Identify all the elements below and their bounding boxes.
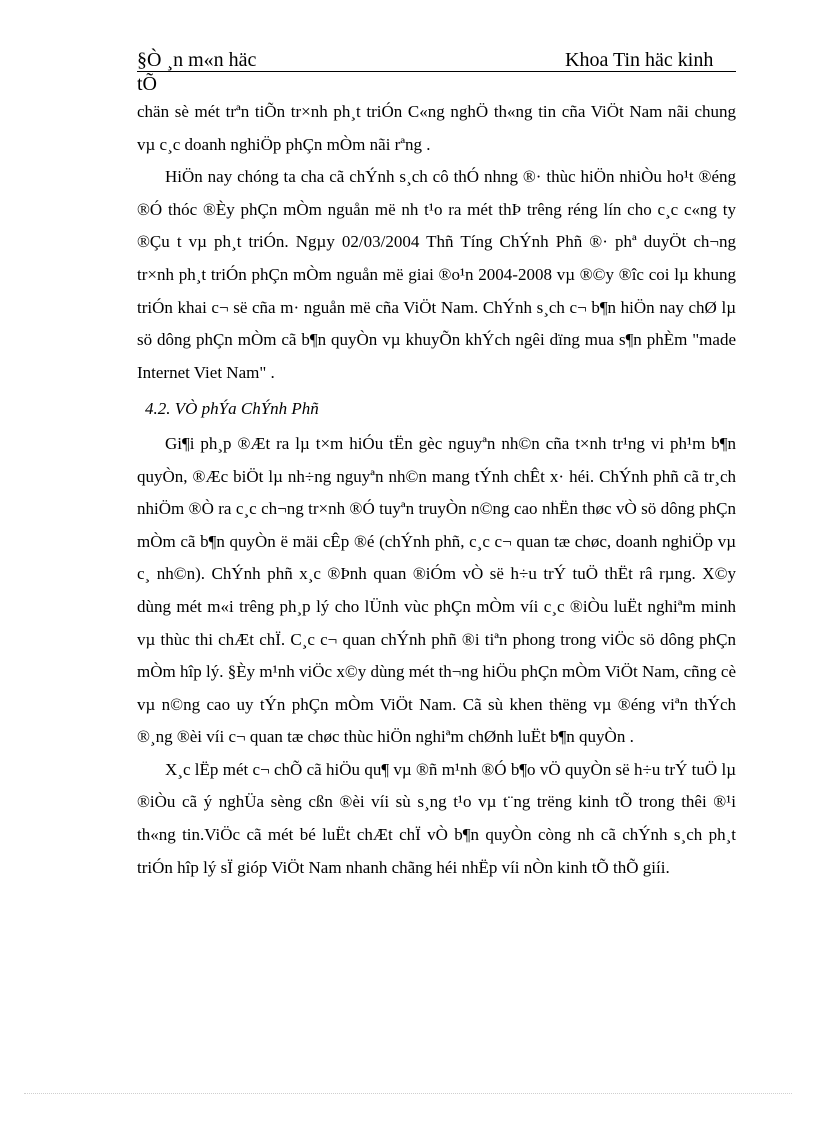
header-faculty: Khoa Tin häc kinh: [565, 49, 714, 71]
header-underline: [137, 71, 736, 72]
footer-divider: [24, 1093, 792, 1094]
header-project-title: §Ò ¸n m«n häc: [137, 49, 257, 71]
header-faculty-continuation: tÕ: [137, 73, 157, 95]
paragraph-solutions: Gi¶i ph¸p ®Æt ra lµ t×m hiÓu tËn gèc nguyªn nh©n cña t×nh tr¹ng vi ph¹m b¶n quyÒn, ®Æc biÖt lµ nh÷ng nguyªn nh©n mang tÝnh chÊt x· héi. ChÝnh phñ cã tr¸ch nhiÖm ®Ò ra c¸c ch¬ng tr×nh ®Ó tuyªn truyÒn n©ng cao nhËn thøc vÒ sö dông phÇn mÒm cã b¶n quyÒn ë mäi cÊp ®é (chÝnh phñ, c¸c c¬ quan tæ chøc, doanh nghiÖp vµ c¸ nh©n). ChÝnh phñ x¸c ®Þnh quan ®iÓm vÒ së h÷u trÝ tuÖ thËt râ rµng. X©y dùng mét m«i trêng ph¸p lý cho lÜnh vùc phÇn mÒm víi c¸c ®iÒu luËt nghiªm minh vµ thùc thi chÆt chÏ. C¸c c¬ quan chÝnh phñ ®i tiªn phong trong viÖc sö dông phÇn mÒm hîp lý. §Èy m¹nh viÖc x©y dùng mét th¬ng hiÖu phÇn mÒm ViÖt Nam, cñng cè vµ n©ng cao uy tÝn phÇn mÒm ViÖt Nam. Cã sù khen thëng vµ ®éng viªn thÝch ®¸ng ®èi víi c¬ quan tæ chøc thùc hiÖn nghiªm chØnh luËt b¶n quyÒn .: [137, 433, 736, 747]
paragraph-continued: chän sè mét trªn tiÕn tr×nh ph¸t triÓn C«ng nghÖ th«ng tin cña ViÖt Nam nãi chung vµ c¸c doanh nghiÖp phÇn mÒm nãi rªng .: [137, 102, 736, 154]
paragraph-conclusion: X¸c lËp mét c¬ chÕ cã hiÖu qu¶ vµ ®ñ m¹nh ®Ó b¶o vÖ quyÒn së h÷u trÝ tuÖ lµ ®iÒu cã ý nghÜa sèng cßn ®èi víi sù s¸ng t¹o vµ t¨ng trëng kinh tÕ trong thêi ®¹i th«ng tin.ViÖc cã mét bé luËt chÆt chÏ vÒ b¶n quyÒn còng nh cã chÝnh s¸ch ph¸t triÓn hîp lý sÏ gióp ViÖt Nam nhanh chãng héi nhËp víi nÒn kinh tÕ thÕ giíi.: [137, 759, 736, 877]
document-body: [137, 96, 736, 884]
paragraph-government-policy: HiÖn nay chóng ta cha cã chÝnh s¸ch cô thÓ nhng ®· thùc hiÖn nhiÒu ho¹t ®éng ®Ó thóc ®Èy phÇn mÒm nguån më nh t¹o ra mét thÞ trêng réng lín cho c¸c c«ng ty ®Çu t vµ ph¸t triÓn. Ngµy 02/03/2004 Thñ Tíng ChÝnh Phñ ®· phª duyÖt ch¬ng tr×nh ph¸t triÓn phÇn mÒm nguån më giai ®o¹n 2004-2008 vµ ®©y ®îc coi lµ khung triÓn khai c¬ së cña m· nguån më cña ViÖt Nam. ChÝnh s¸ch c¬ b¶n hiÖn nay chØ lµ sö dông phÇn mÒm cã b¶n quyÒn vµ khuyÕn khÝch ngêi dïng mua s¶n phÈm "made Internet Viet Nam" .: [137, 167, 736, 382]
section-heading: 4.2. VÒ phÝa ChÝnh Phñ: [145, 399, 319, 419]
